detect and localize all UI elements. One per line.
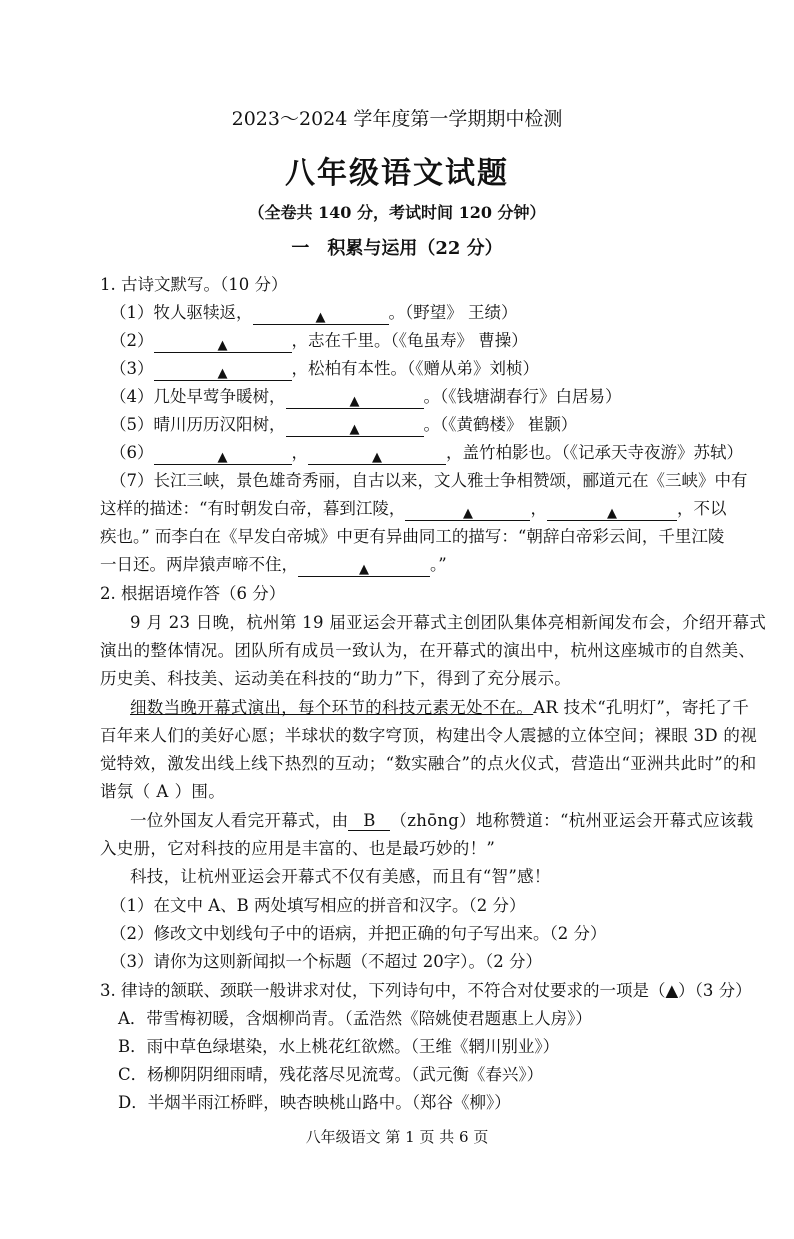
q2-blank-a-suffix: ）围。 (174, 782, 226, 801)
q1-line-2 (110, 327, 528, 353)
q1-line-7c: 疾也。” 而李白在《早发白帝城》中更有异曲同工的描写：“朝辞白帝彩云间，千里江陵 (100, 527, 725, 546)
blank-a-label[interactable]: A (156, 782, 169, 801)
q1-line-5 (110, 411, 577, 437)
answer-blank[interactable] (405, 502, 530, 521)
q1-l2-text: ，志在千里。（《龟虽寿》 曹操） (291, 331, 528, 350)
exam-note: （全卷共 140 分，考试时间 120 分钟） (248, 203, 546, 222)
q1-l6-comma: ， (291, 443, 308, 462)
q2-para-3-text: 一位外国友人看完开幕式，由 (130, 811, 349, 830)
q1-line-4 (110, 383, 622, 409)
q1-l6-num: （6） (110, 443, 154, 462)
page-footer: 八年级语文 第 1 页 共 6 页 (305, 1128, 489, 1146)
blank-marker: ▲ (349, 422, 360, 437)
q2-sub-2: （2）修改文中划线句子中的语病，并把正确的句子写出来。（2 分） (110, 924, 607, 943)
q1-l1-source: 。（野望》 王绩） (388, 303, 518, 322)
underlined-sentence: 细数当晚开幕式演出，每个环节的科技元素无处不在。 (130, 698, 534, 717)
q1-l3-text: ，松柏有本性。（《赠从弟》刘桢） (291, 359, 539, 378)
q2-para-2-line-4 (100, 778, 225, 802)
q2-sub-1: （1）在文中 A、B 两处填写相应的拼音和汉字。（2 分） (110, 896, 526, 915)
q2-sub-3: （3）请你为这则新闻拟一个标题（不超过 20字）。（2 分） (110, 952, 542, 971)
answer-blank[interactable] (286, 390, 424, 409)
blank-marker: ▲ (349, 394, 360, 409)
q1-l2-num: （2） (110, 331, 154, 350)
answer-blank[interactable] (547, 502, 677, 521)
q2-para-3-tail: （zhōng）地称赞道：“杭州亚运会开幕式应该载 (390, 811, 754, 830)
blank-marker: ▲ (606, 506, 617, 521)
q1-l5-text: （5）晴川历历汉阳树， (110, 415, 286, 434)
q1-l7-tail: ，不以 (676, 499, 727, 518)
q1-line-3 (110, 355, 539, 381)
blank-marker: ▲ (217, 450, 228, 465)
answer-blank[interactable] (154, 446, 292, 465)
page-title: 八年级语文试题 (285, 156, 509, 191)
answer-blank[interactable] (154, 362, 292, 381)
q2-para-2-line-1 (130, 694, 749, 718)
q1-l4-text: （4）几处早莺争暖树， (110, 387, 286, 406)
q3-option-d[interactable]: D．半烟半雨江桥畔，映杏映桃山路中。（郑谷《柳》） (118, 1093, 511, 1112)
q1-l7-close: 。” (430, 555, 447, 574)
q3-option-c[interactable]: C．杨柳阴阴细雨晴，残花落尽见流莺。（武元衡《春兴》） (118, 1065, 544, 1084)
blank-marker: ▲ (372, 450, 382, 465)
answer-blank[interactable] (154, 334, 292, 353)
q2-para-2-line-2: 百年来人们的美好心愿；半球状的数字穹顶，构建出令人震撼的立体空间；裸眼 3D 的视 (100, 726, 758, 745)
blank-marker: ▲ (359, 562, 369, 577)
q2-para-1-line-3: 历史美、科技美、运动美在科技的“助力”下，得到了充分展示。 (100, 669, 572, 688)
answer-blank[interactable] (298, 558, 430, 577)
answer-blank[interactable] (253, 306, 389, 325)
q2-para-1-line-1: 9 月 23 日晚，杭州第 19 届亚运会开幕式主创团队集体亮相新闻发布会，介绍开幕式 (130, 613, 767, 632)
blank-marker: ▲ (217, 338, 228, 353)
blank-marker: ▲ (462, 506, 473, 521)
blank-b-label[interactable]: B (348, 811, 390, 831)
q1-l7-text: 这样的描述：“有时朝发白帝，暮到江陵， (100, 499, 406, 518)
q1-line-7d (100, 551, 447, 577)
q1-line-7a: （7）长江三峡，景色雄奇秀丽，自古以来，文人雅士争相赞颂，郦道元在《三峡》中有 (110, 471, 748, 490)
school-year-heading: 2023～2024 学年度第一学期期中检测 (231, 108, 563, 130)
answer-blank[interactable] (286, 418, 424, 437)
blank-marker: ▲ (315, 310, 326, 325)
q1-l3-num: （3） (110, 359, 154, 378)
q2-para-2-rest: AR 技术“孔明灯”，寄托了千 (533, 698, 750, 717)
q1-l1-text: （1）牧人驱犊返， (110, 303, 253, 322)
q3-option-b[interactable]: B．雨中草色绿堪染，水上桃花红欲燃。（王维《辋川别业》） (118, 1037, 560, 1056)
q1-l7-text-end: 一日还。两岸猿声啼不住， (100, 555, 298, 574)
q1-line-6 (110, 439, 743, 465)
q1-l4-source: 。（《钱塘湖春行》白居易） (423, 387, 622, 406)
q2-para-3-line-2: 入史册，它对科技的应用是丰富的、也是最巧妙的！” (100, 839, 496, 858)
q1-title: 1. 古诗文默写。（10 分） (100, 275, 288, 294)
q3-title: 3. 律诗的颔联、颈联一般讲求对仗，下列诗句中，不符合对仗要求的一项是（▲）（3 分） (100, 981, 752, 1000)
q1-l6-text: ，盖竹柏影也。（《记承天寺夜游》苏轼） (446, 443, 743, 462)
q2-para-3-line-1 (130, 807, 753, 831)
section-heading: 一 积累与运用（22 分） (291, 238, 503, 259)
q2-para-1-line-2: 演出的整体情况。团队所有成员一致认为，在开幕式的演出中，杭州这座城市的自然美、 (100, 641, 756, 660)
q2-para-2-line-3: 觉特效，激发出线上线下热烈的互动；“数实融合”的点火仪式，营造出“亚洲共此时”的和 (100, 754, 757, 773)
q2-title: 2. 根据语境作答（6 分） (100, 584, 286, 603)
q1-l7-comma: ， (530, 499, 547, 518)
q1-line-7b (100, 495, 726, 521)
blank-marker: ▲ (217, 366, 228, 381)
q3-option-a[interactable]: A．带雪梅初暖，含烟柳尚青。（孟浩然《陪姚使君题惠上人房》） (118, 1009, 592, 1028)
q2-para-4: 科技，让杭州亚运会开幕式不仅有美感，而且有“智”感！ (130, 867, 551, 886)
answer-blank[interactable] (308, 446, 446, 465)
q1-l5-source: 。（《黄鹤楼》 崔颢） (423, 415, 578, 434)
q2-blank-a-prefix: 谐氛（ (100, 782, 151, 801)
q1-line-1 (110, 299, 518, 325)
